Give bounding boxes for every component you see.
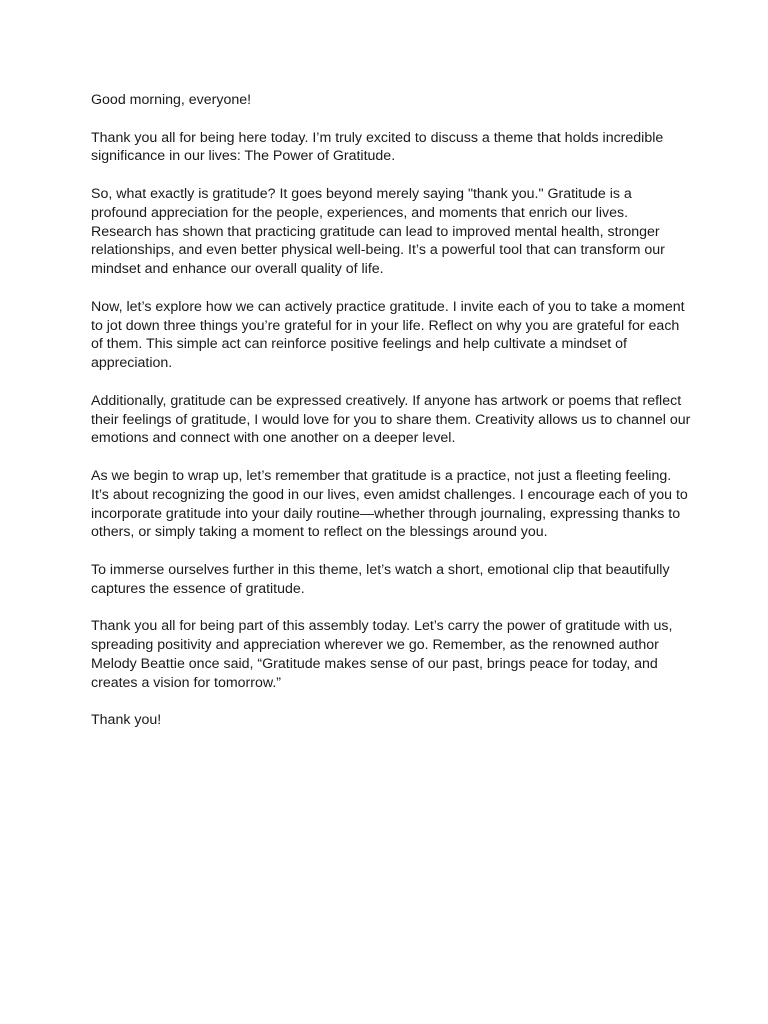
sign-off-paragraph: Thank you!	[91, 712, 162, 729]
intro-paragraph: Thank you all for being here today. I’m truly excited to discuss a theme that holds incredible significance in our lives: The Power of Gratitude.	[91, 129, 664, 165]
closing-paragraph: Thank you all for being part of this assembly today. Let’s carry the power of gratitude with us, spreading positivity and appreciation wherever we go. Remember, as the renowned author Melody Beattie once said, “Gratitude makes sense of our past, brings peace for today, and creates a vision for tomorrow.”	[91, 618, 673, 691]
speech-body	[91, 91, 691, 749]
greeting-paragraph: Good morning, everyone!	[91, 92, 252, 108]
wrap-up-paragraph: As we begin to wrap up, let’s remember that gratitude is a practice, not just a fleeting feeling. It’s about recognizing the good in our lives, even amidst challenges. I encourage each of you to incorporate gratitude into your daily routine—whether through journaling, expressing thanks to others, or simply taking a moment to reflect on the blessings around you.	[91, 467, 688, 541]
practice-paragraph: Now, let’s explore how we can actively practice gratitude. I invite each of you to take a moment to jot down three things you’re grateful for in your life. Reflect on why you are grateful for each of them. This simple act can reinforce positive feelings and help cultivate a mindset of appreciation.	[91, 298, 685, 372]
creativity-paragraph: Additionally, gratitude can be expressed creatively. If anyone has artwork or poems that reflect their feelings of gratitude, I would love for you to share them. Creativity allows us to channel our emotions and connect with one another on a deeper level.	[91, 392, 691, 447]
definition-paragraph: So, what exactly is gratitude? It goes beyond merely saying "thank you." Gratitude is a profound appreciation for the people, experiences, and moments that enrich our lives. Research has shown that practicing gratitude can lead to improved mental health, stronger relationships, and even better physical well-being. It’s a powerful tool that can transform our mindset and enhance our overall quality of life.	[91, 185, 665, 278]
clip-paragraph: To immerse ourselves further in this theme, let’s watch a short, emotional clip that beautifully captures the essence of gratitude.	[91, 561, 670, 597]
